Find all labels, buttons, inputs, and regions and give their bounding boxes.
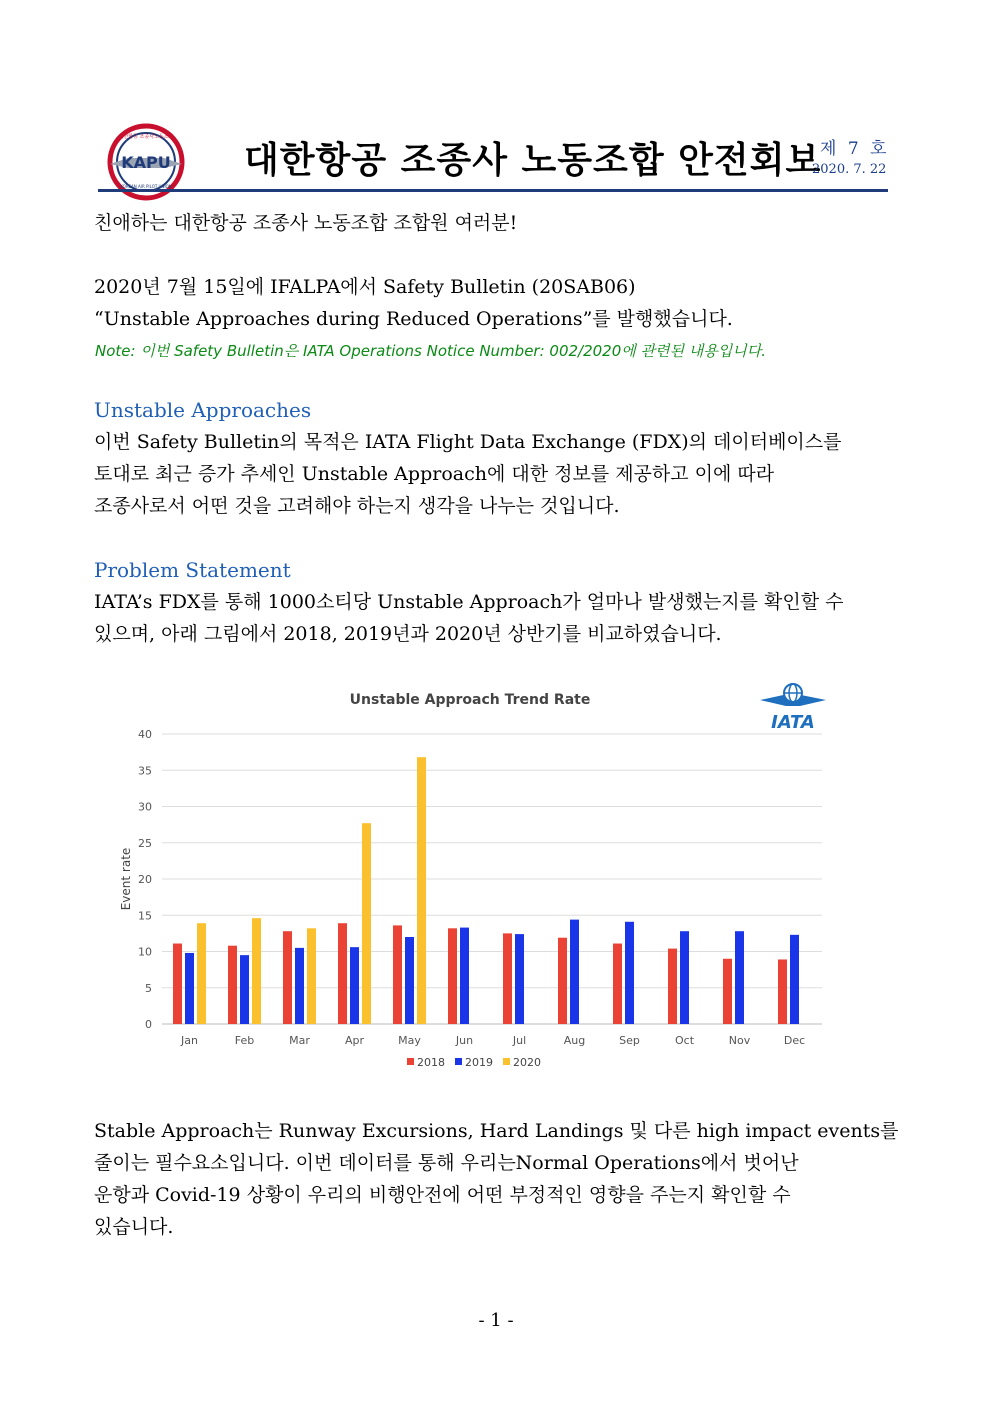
unstable-approach-chart <box>104 676 844 1088</box>
legend-swatch-2019 <box>455 1058 462 1065</box>
section1-line: 이번 Safety Bulletin의 목적은 IATA Flight Data Exchange (FDX)의 데이터베이스를 <box>94 431 842 453</box>
bar-2020-mar <box>307 928 316 1024</box>
bar-2018-mar <box>283 931 292 1024</box>
chart-svg <box>104 676 844 1088</box>
y-tick-label: 5 <box>145 981 152 995</box>
x-tick-label: Mar <box>289 1034 310 1047</box>
bar-2019-mar <box>295 948 304 1024</box>
y-tick-label: 30 <box>138 800 152 814</box>
bar-2019-aug <box>570 920 579 1024</box>
y-axis-label: Event rate <box>119 847 133 911</box>
bulletin-title: 대한항공 조종사 노동조합 안전회보 <box>244 140 822 181</box>
section1-line: 조종사로서 어떤 것을 고려해야 하는지 생각을 나누는 것입니다. <box>94 495 620 517</box>
bar-2019-nov <box>735 931 744 1024</box>
bar-2019-sep <box>625 922 634 1024</box>
intro-line-2: “Unstable Approaches during Reduced Operations”를 발행했습니다. <box>94 308 733 330</box>
bar-2018-sep <box>613 944 622 1024</box>
bar-2020-apr <box>362 823 371 1024</box>
closing-line: 운항과 Covid-19 상황이 우리의 비행안전에 어떤 부정적인 영향을 주는지 확인할 수 <box>94 1184 791 1206</box>
bar-2018-dec <box>778 959 787 1024</box>
legend-swatch-2018 <box>407 1058 414 1065</box>
section1-line: 토대로 최근 증가 추세인 Unstable Approach에 대한 정보를 제공하고 이에 따라 <box>94 463 775 485</box>
y-tick-label: 15 <box>138 909 152 923</box>
x-tick-label: Aug <box>563 1034 586 1047</box>
intro-note: Note: 이번 Safety Bulletin은 IATA Operations Notice Number: 002/2020에 관련된 내용입니다. <box>95 342 766 360</box>
bar-2018-oct <box>668 949 677 1024</box>
issue-date: 2020. 7. 22 <box>812 162 887 177</box>
bar-2019-jun <box>460 928 469 1024</box>
legend-label-2019: 2019 <box>465 1056 493 1069</box>
bar-2019-feb <box>240 955 249 1024</box>
x-tick-label: Sep <box>619 1034 640 1047</box>
bar-2018-feb <box>228 946 237 1024</box>
bulletin-header <box>98 118 888 194</box>
closing-line: 있습니다. <box>94 1216 174 1238</box>
bar-2018-may <box>393 925 402 1024</box>
bar-2019-dec <box>790 935 799 1024</box>
x-tick-label: Oct <box>674 1034 695 1047</box>
bar-2019-apr <box>350 947 359 1024</box>
bar-2019-jan <box>185 953 194 1024</box>
bar-2019-jul <box>515 934 524 1024</box>
y-tick-label: 40 <box>138 728 152 741</box>
section-heading-problem-statement: Problem Statement <box>94 558 291 582</box>
bar-2018-jul <box>503 933 512 1024</box>
logo-text: KAPU <box>121 153 171 172</box>
y-tick-label: 35 <box>138 764 152 778</box>
bar-2020-jan <box>197 923 206 1024</box>
y-tick-label: 10 <box>138 945 152 959</box>
logo-sub-text: KOREAN AIR PILOT UNION <box>120 184 172 189</box>
bar-2020-may <box>417 757 426 1024</box>
iata-logo <box>760 684 826 733</box>
intro-line-1: 2020년 7월 15일에 IFALPA에서 Safety Bulletin (20SAB06) <box>94 276 636 298</box>
bar-2018-jan <box>173 944 182 1024</box>
section2-line: 있으며, 아래 그림에서 2018, 2019년과 2020년 상반기를 비교하였습니다. <box>94 623 722 645</box>
x-tick-label: Jul <box>512 1034 527 1047</box>
x-tick-label: Nov <box>728 1034 751 1047</box>
bar-2019-may <box>405 937 414 1024</box>
logo-ring-text: 대한항공 조종사노동조합 <box>118 134 174 140</box>
x-tick-label: Jun <box>455 1034 474 1047</box>
section-heading-unstable-approaches: Unstable Approaches <box>94 398 312 422</box>
y-tick-label: 20 <box>138 873 152 886</box>
bar-2018-nov <box>723 959 732 1024</box>
y-tick-label: 25 <box>138 836 152 850</box>
bar-2018-jun <box>448 928 457 1024</box>
x-tick-label: Feb <box>234 1034 255 1047</box>
page-number: - 1 - <box>478 1310 514 1331</box>
x-tick-label: Dec <box>783 1034 806 1047</box>
bar-2018-aug <box>558 938 567 1024</box>
bar-2019-oct <box>680 931 689 1024</box>
closing-line: Stable Approach는 Runway Excursions, Hard Landings 및 다른 high impact events를 <box>94 1120 899 1142</box>
iata-logo-text: IATA <box>771 712 815 733</box>
bar-2018-apr <box>338 923 347 1024</box>
chart-title: Unstable Approach Trend Rate <box>349 692 591 708</box>
issue-number: 제 7 호 <box>820 139 890 159</box>
legend-label-2018: 2018 <box>417 1056 445 1069</box>
greeting: 친애하는 대한항공 조종사 노동조합 조합원 여러분! <box>94 212 518 234</box>
header-divider <box>98 189 888 192</box>
x-tick-label: May <box>398 1034 421 1047</box>
bar-2020-feb <box>252 918 261 1024</box>
section2-line: IATA’s FDX를 통해 1000소티당 Unstable Approach가 얼마나 발생했는지를 확인할 수 <box>94 591 844 613</box>
closing-line: 줄이는 필수요소입니다. 이번 데이터를 통해 우리는Normal Operations에서 벗어난 <box>94 1152 799 1174</box>
legend-swatch-2020 <box>503 1058 510 1065</box>
x-tick-label: Apr <box>344 1034 365 1047</box>
legend-label-2020: 2020 <box>513 1056 541 1069</box>
y-tick-label: 0 <box>145 1018 152 1031</box>
x-tick-label: Jan <box>181 1034 198 1047</box>
